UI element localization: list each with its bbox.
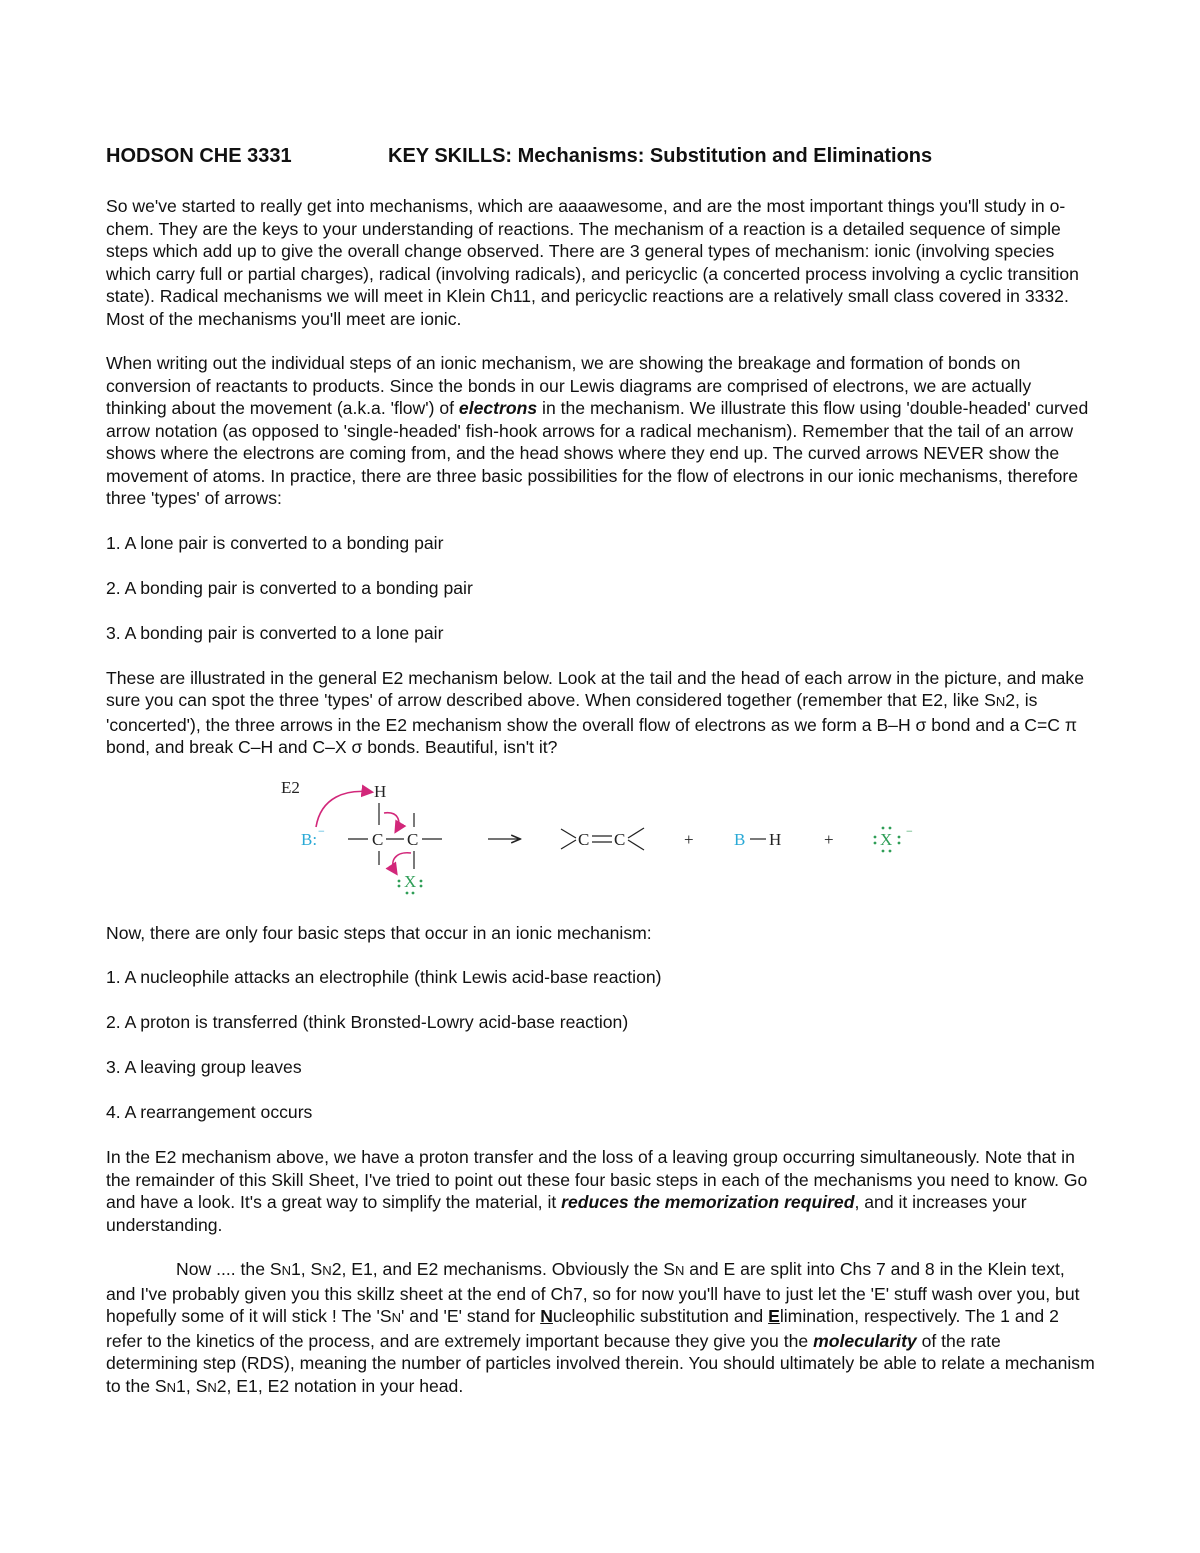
product-hydrogen: H — [769, 829, 782, 849]
base-to-h-arrow — [316, 791, 371, 827]
base-label: B: — [301, 829, 318, 849]
ionic-step-item: 4. A rearrangement occurs — [106, 1102, 313, 1122]
alkene-carbon-right: C — [614, 829, 626, 849]
ionic-step-item: 2. A proton is transferred (think Bronsted-Lowry acid-base reaction) — [106, 1012, 629, 1032]
emphasis-electrons: electrons — [458, 398, 538, 418]
ionic-steps-intro: Now, there are only four basic steps that occur in an ionic mechanism: — [106, 922, 652, 943]
base-charge: − — [318, 823, 325, 838]
emphasis-molecularity: molecularity — [813, 1330, 917, 1351]
alpha-carbon: C — [372, 829, 384, 849]
letter-e: E — [768, 1306, 780, 1326]
product-halide: X — [880, 829, 893, 849]
arrow-type-item: 2. A bonding pair is converted to a bonding pair — [106, 577, 473, 598]
document-page — [106, 142, 1096, 1421]
e2-description-paragraph: These are illustrated in the general E2 mechanism below. Look at the tail and the head of each arrow in the picture, and make sure you can spot the three 'types' of arrow described above. When considered together (remember that E2, like SN2, is 'concerted'), the three arrows in the E2 mechanism show the overall flow of electrons as we form a B–H σ bond and a C=C π bond, and break C–H and C–X σ bonds. Beautiful, isn't it? — [106, 667, 1085, 757]
ionic-step-item: 3. A leaving group leaves — [106, 1057, 302, 1077]
e2-mechanism-figure — [106, 777, 1096, 902]
course-code: HODSON CHE 3331 — [106, 145, 292, 167]
plus-sign: + — [684, 829, 694, 849]
alkene-carbon-left: C — [578, 829, 590, 849]
arrow-notation-paragraph: When writing out the individual steps of an ionic mechanism, we are showing the breakage and formation of bonds on conversion of reactants to products. Since the bonds in our Lewis diagrams are comprised of electrons, we are actually thinking about the movement (a.k.a. 'flow') of electrons in the mechanism. We illustrate this flow using 'double-headed' curved arrow notation (as opposed to 'single-headed' fish-hook arrows for a radical mechanism). Remember that the tail of an arrow shows where the electrons are coming from, and the head shows where they end up. The curved arrows NEVER show the movement of atoms. In practice, there are three basic possibilities for the flow of electrons in our ionic mechanisms, therefore three 'types' of arrows: — [106, 353, 1089, 508]
product-halide-charge: − — [906, 823, 913, 838]
arrow-type-item: 3. A bonding pair is converted to a lone pair — [106, 622, 444, 643]
e2-summary-paragraph: In the E2 mechanism above, we have a proton transfer and the loss of a leaving group occurring simultaneously. Note that in the remainder of this Skill Sheet, I've tried to point out these four basic steps in each of the mechanisms you need to know. Go and have a look. It's a great way to simplify the material, it reduces the memorization required, and it increases your understanding. — [106, 1147, 1088, 1235]
cx-to-x-arrow — [393, 852, 411, 872]
ch-to-cc-arrow — [384, 812, 399, 830]
document-title: KEY SKILLS: Mechanisms: Substitution and Eliminations — [388, 145, 933, 167]
product-base-atom: B — [734, 829, 746, 849]
letter-n: N — [540, 1306, 553, 1326]
arrow-type-item: 1. A lone pair is converted to a bonding pair — [106, 532, 444, 553]
document-header — [106, 142, 1096, 170]
e2-label: E2 — [281, 777, 300, 797]
hydrogen-atom: H — [374, 781, 387, 801]
mechanism-types-paragraph: Now .... the SN1, SN2, E1, and E2 mechanisms. Obviously the SN and E are split into Chs 7 and 8 in the Klein text, and I've probably given you this skillz sheet at the end of Ch7, so for now you'll have to just let the 'E' stuff wash over you, but hopefully some of it will stick ! The 'SN' and 'E' stand for Nucleophilic substitution and Elimination, respectively. The 1 and 2 refer to the kinetics of the process, and are extremely important because they give you the molecularity of the rate determining step (RDS), meaning the number of particles involved therein. You should ultimately be able to relate a mechanism to the SN1, SN2, E1, E2 notation in your head. — [106, 1259, 1095, 1396]
ionic-step-item: 1. A nucleophile attacks an electrophile (think Lewis acid-base reaction) — [106, 967, 662, 987]
leaving-group-x: X — [404, 871, 417, 891]
emphasis-memorization: reduces the memorization required — [561, 1192, 855, 1212]
beta-carbon: C — [407, 829, 419, 849]
intro-paragraph: So we've started to really get into mechanisms, which are aaaawesome, and are the most important things you'll study in o-chem. They are the keys to your understanding of reactions. The mechanism of a reaction is a detailed sequence of simple steps which add up to give the overall change observed. There are 3 general types of mechanism: ionic (involving species which carry full or partial charges), radical (involving radicals), and pericyclic (a concerted process involving a cyclic transition state). Radical mechanisms we will meet in Klein Ch11, and pericyclic reactions are a relatively small class covered in 3332. Most of the mechanisms you'll meet are ionic. — [106, 196, 1079, 329]
plus-sign: + — [824, 829, 834, 849]
